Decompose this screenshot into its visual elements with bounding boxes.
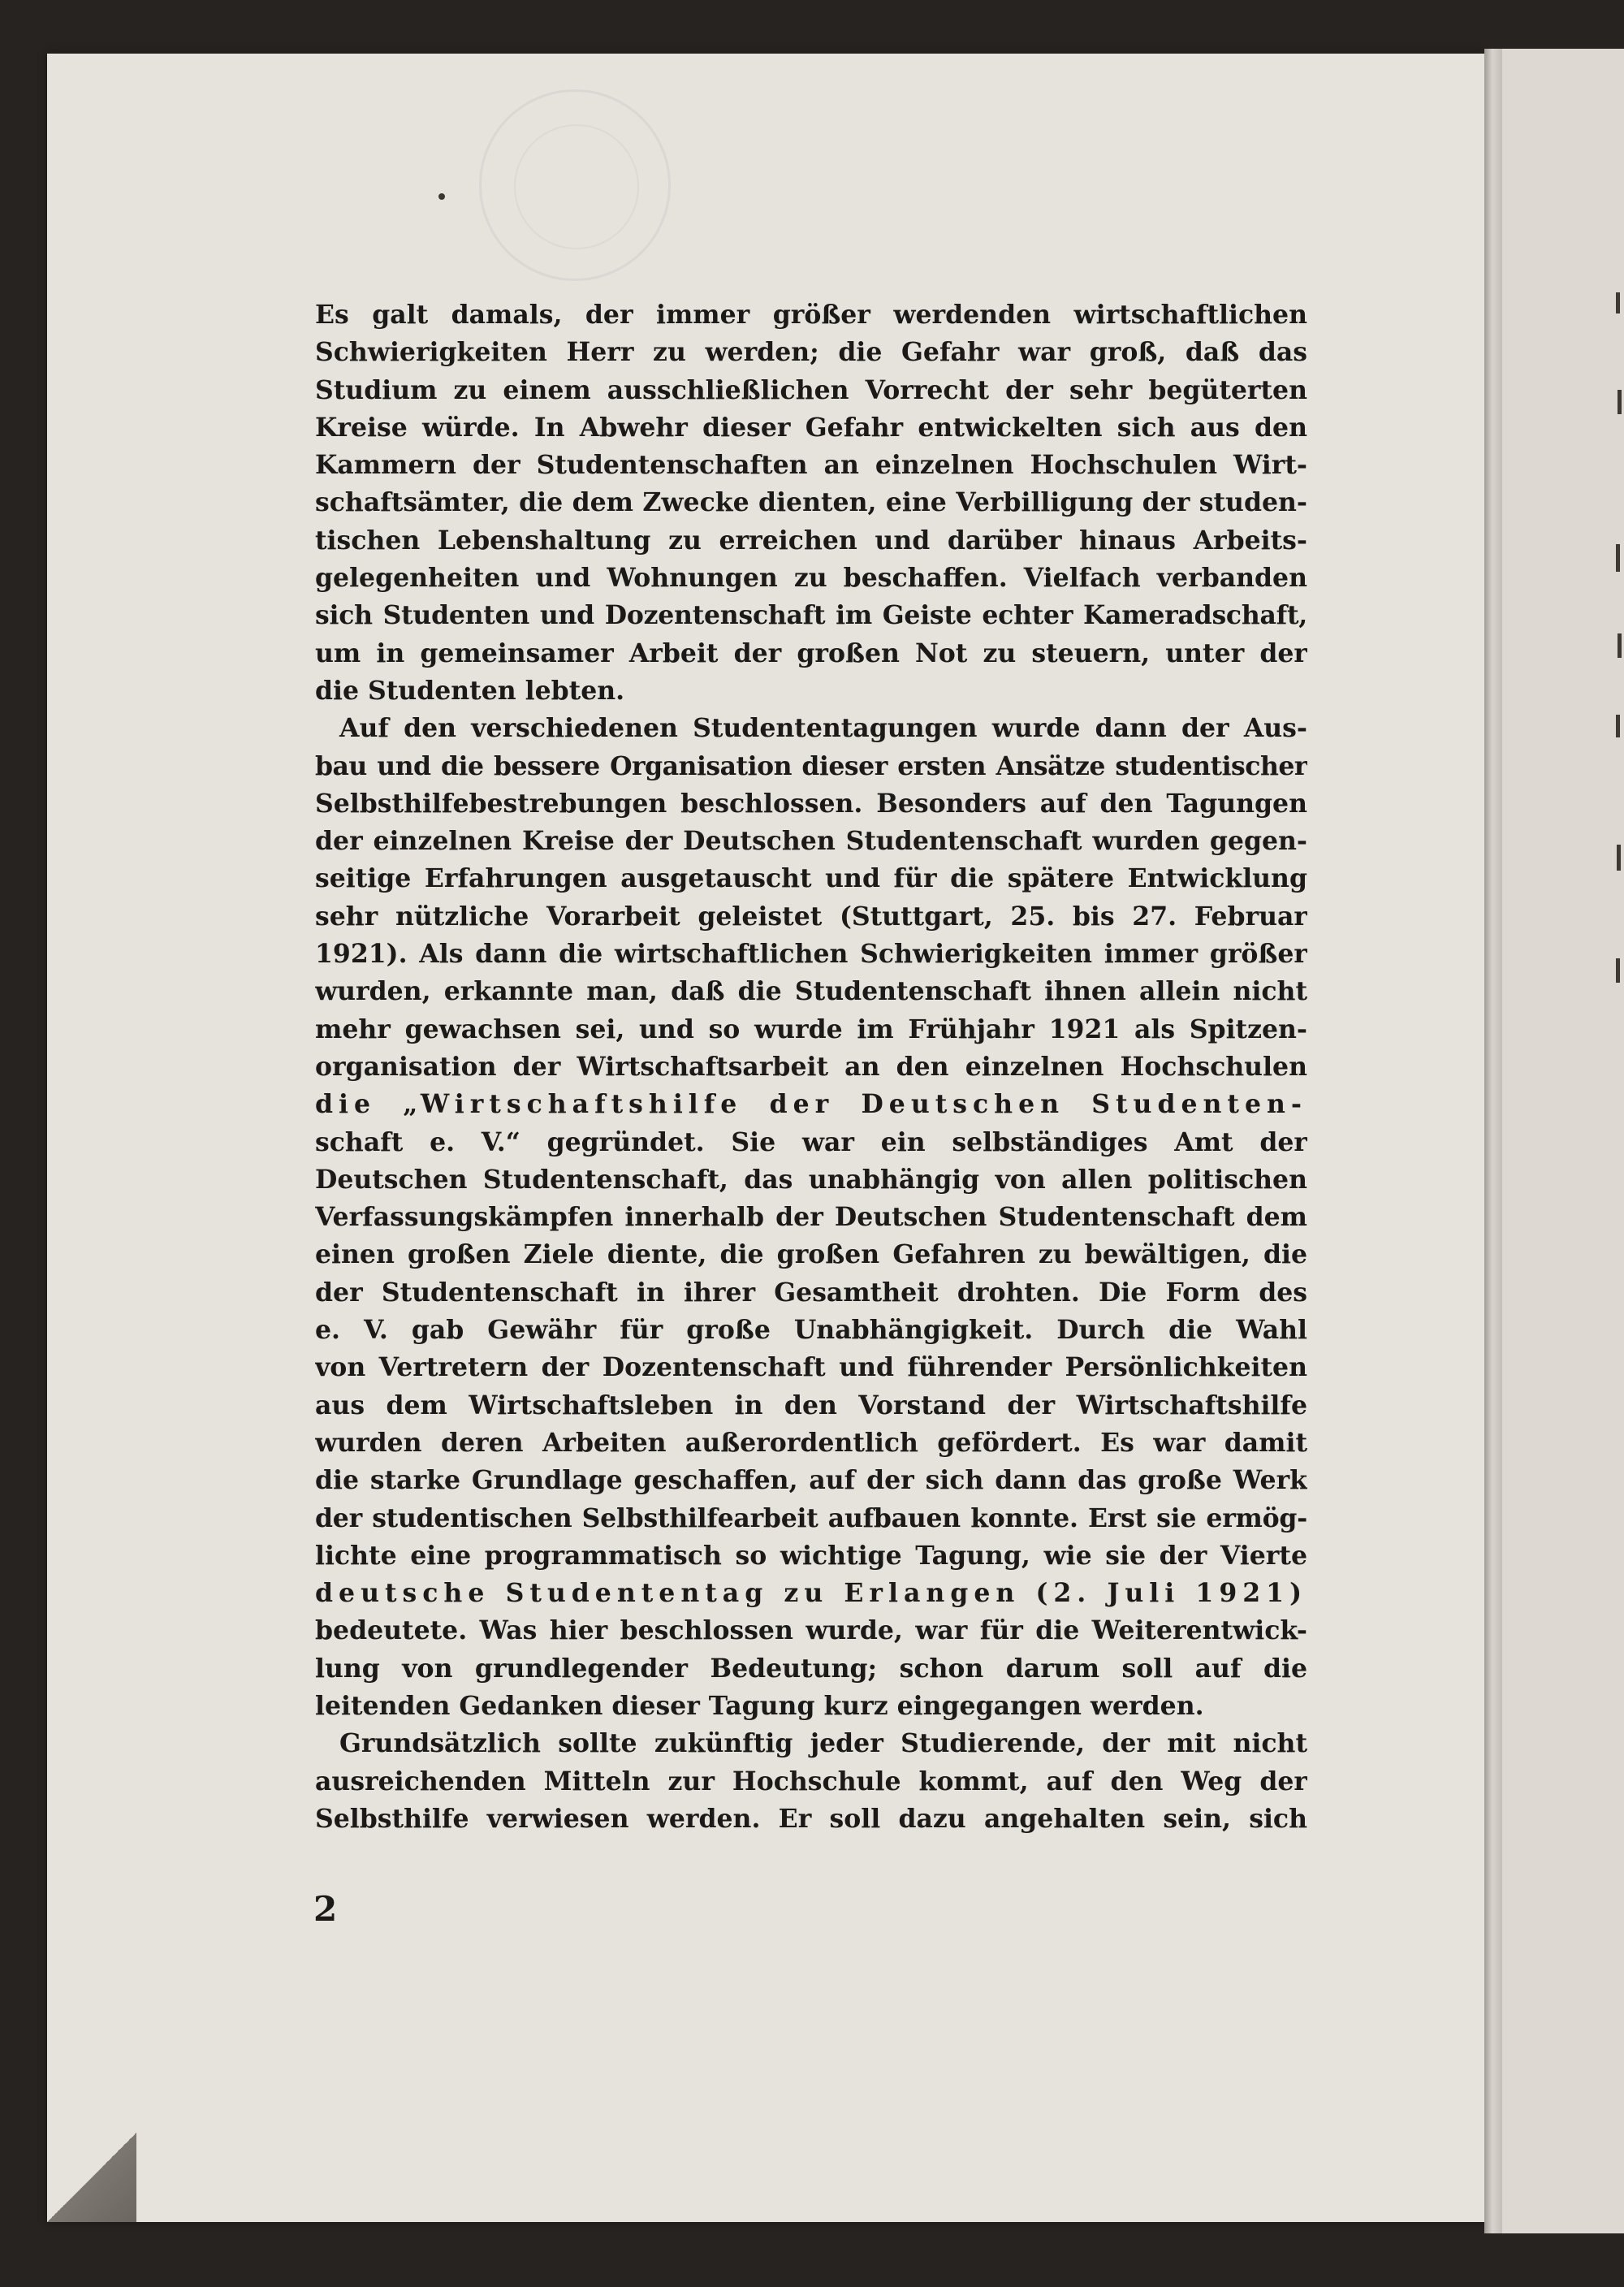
text-line: der einzelnen Kreise der Deutschen Studentenschaft wurden gegen- — [315, 826, 1307, 857]
text-line: Kreise würde. In Abwehr dieser Gefahr entwickelten sich aus den — [315, 412, 1307, 443]
faint-library-stamp — [479, 89, 671, 281]
text-line: 1921). Als dann die wirtschaftlichen Schwierigkeiten immer größer — [315, 939, 1307, 970]
bleed-through-mark — [1616, 958, 1620, 983]
text-line: Selbsthilfe verwiesen werden. Er soll dazu angehalten sein, sich — [315, 1803, 1307, 1834]
ink-dot — [438, 193, 445, 200]
bleed-through-mark — [1616, 715, 1620, 737]
book-gutter — [1484, 49, 1502, 2233]
text-line: Grundsätzlich sollte zukünftig jeder Studierende, der mit nicht — [339, 1728, 1307, 1759]
text-line: leitenden Gedanken dieser Tagung kurz eingegangen werden. — [315, 1690, 1204, 1721]
text-line: Studium zu einem ausschließlichen Vorrecht der sehr begüterten — [315, 374, 1307, 405]
text-line: Selbsthilfebestrebungen beschlossen. Besonders auf den Tagungen — [315, 788, 1307, 819]
text-line: tischen Lebenshaltung zu erreichen und darüber hinaus Arbeits- — [315, 525, 1307, 556]
text-line: ausreichenden Mitteln zur Hochschule kommt, auf den Weg der — [315, 1766, 1307, 1796]
text-line: seitige Erfahrungen ausgetauscht und für die spätere Entwicklung — [315, 863, 1307, 894]
text-line: sich Studenten und Dozentenschaft im Geiste echter Kameradschaft, — [315, 600, 1307, 631]
text-line: schaftsämter, die dem Zwecke dienten, eine Verbilligung der studen- — [315, 487, 1307, 518]
bleed-through-mark — [1618, 390, 1622, 414]
text-line: bedeutete. Was hier beschlossen wurde, war für die Weiterentwick- — [315, 1615, 1307, 1646]
text-line: von Vertretern der Dozentenschaft und führender Persönlichkeiten — [315, 1352, 1307, 1383]
text-line: Schwierigkeiten Herr zu werden; die Gefahr war groß, daß das — [315, 337, 1307, 368]
text-line: der Studentenschaft in ihrer Gesamtheit drohten. Die Form des — [315, 1277, 1307, 1308]
text-line: lung von grundlegender Bedeutung; schon darum soll auf die — [315, 1653, 1307, 1684]
text-line: die Studenten lebten. — [315, 675, 625, 706]
page-number: 2 — [313, 1889, 338, 1929]
text-line: die „Wirtschaftshilfe der Deutschen Studenten- — [315, 1089, 1307, 1120]
text-line: einen großen Ziele diente, die großen Gefahren zu bewältigen, die — [315, 1239, 1307, 1270]
text-line: e. V. gab Gewähr für große Unabhängigkeit. Durch die Wahl — [315, 1315, 1307, 1346]
text-line: Es galt damals, der immer größer werdenden wirtschaftlichen — [315, 300, 1307, 330]
text-line: Kammern der Studentenschaften an einzelnen Hochschulen Wirt- — [315, 450, 1307, 481]
text-line: Deutschen Studentenschaft, das unabhängig von allen politischen — [315, 1164, 1307, 1195]
text-line: um in gemeinsamer Arbeit der großen Not zu steuern, unter der — [315, 638, 1307, 668]
text-line: lichte eine programmatisch so wichtige Tagung, wie sie der Vierte — [315, 1540, 1307, 1571]
text-line: Auf den verschiedenen Studententagungen wurde dann der Aus- — [339, 713, 1307, 744]
text-line: organisation der Wirtschaftsarbeit an den einzelnen Hochschulen — [315, 1051, 1307, 1082]
text-line: wurden, erkannte man, daß die Studentenschaft ihnen allein nicht — [315, 976, 1307, 1007]
bleed-through-mark — [1616, 544, 1620, 572]
text-line: wurden deren Arbeiten außerordentlich gefördert. Es war damit — [315, 1427, 1307, 1458]
next-page-edge — [1502, 49, 1624, 2233]
page-corner-fold — [47, 2133, 136, 2222]
text-line: die starke Grundlage geschaffen, auf der sich dann das große Werk — [315, 1465, 1307, 1496]
text-line: der studentischen Selbsthilfearbeit aufbauen konnte. Erst sie ermög- — [315, 1502, 1307, 1533]
text-line: gelegenheiten und Wohnungen zu beschaffen. Vielfach verbanden — [315, 563, 1307, 594]
text-line: schaft e. V.“ gegründet. Sie war ein selbständiges Amt der — [315, 1126, 1307, 1157]
bleed-through-mark — [1618, 633, 1622, 658]
body-text — [315, 296, 1307, 1838]
text-line: Verfassungskämpfen innerhalb der Deutschen Studentenschaft dem — [315, 1202, 1307, 1233]
text-line: aus dem Wirtschaftsleben in den Vorstand der Wirtschaftshilfe — [315, 1390, 1307, 1420]
bleed-through-mark — [1616, 292, 1620, 313]
text-line: deutsche Studententag zu Erlangen (2. Juli 1921) — [315, 1578, 1307, 1609]
text-line: mehr gewachsen sei, und so wurde im Frühjahr 1921 als Spitzen- — [315, 1014, 1307, 1044]
bleed-through-mark — [1617, 845, 1621, 871]
text-line: sehr nützliche Vorarbeit geleistet (Stuttgart, 25. bis 27. Februar — [315, 901, 1307, 932]
faint-library-stamp-inner — [514, 124, 639, 249]
text-line: bau und die bessere Organisation dieser ersten Ansätze studentischer — [315, 750, 1307, 781]
